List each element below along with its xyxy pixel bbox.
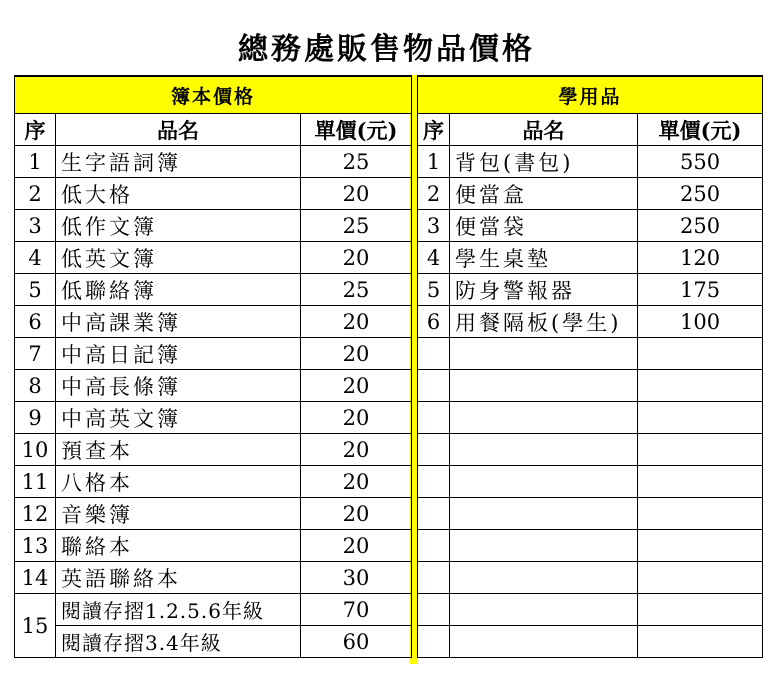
item-name: 低英文簿 bbox=[56, 242, 301, 274]
item-name: 閱讀存摺1.2.5.6年級 bbox=[56, 594, 301, 626]
page-title: 總務處販售物品價格 bbox=[238, 32, 535, 67]
item-price: 20 bbox=[301, 178, 412, 210]
item-price: 550 bbox=[638, 146, 763, 178]
item-price bbox=[638, 626, 763, 658]
item-name: 便當盒 bbox=[450, 178, 638, 210]
row-number: 5 bbox=[15, 274, 56, 306]
table-row bbox=[15, 274, 412, 306]
table-row bbox=[15, 498, 412, 530]
item-name: 防身警報器 bbox=[450, 274, 638, 306]
table-row bbox=[15, 242, 412, 274]
item-name bbox=[450, 594, 638, 626]
row-number bbox=[418, 466, 450, 498]
item-price: 25 bbox=[301, 146, 412, 178]
item-name: 閱讀存摺3.4年級 bbox=[56, 626, 301, 658]
row-number bbox=[418, 594, 450, 626]
table-row bbox=[418, 274, 763, 306]
row-number: 8 bbox=[15, 370, 56, 402]
table-row bbox=[15, 370, 412, 402]
item-price: 20 bbox=[301, 434, 412, 466]
row-number: 4 bbox=[418, 242, 450, 274]
item-price: 30 bbox=[301, 562, 412, 594]
item-price: 250 bbox=[638, 210, 763, 242]
table-row bbox=[418, 210, 763, 242]
item-price: 20 bbox=[301, 466, 412, 498]
item-name: 低聯絡簿 bbox=[56, 274, 301, 306]
item-price: 25 bbox=[301, 274, 412, 306]
table-row bbox=[418, 402, 763, 434]
item-price: 20 bbox=[301, 498, 412, 530]
row-number bbox=[418, 370, 450, 402]
item-name: 聯絡本 bbox=[56, 530, 301, 562]
row-number: 13 bbox=[15, 530, 56, 562]
table-row bbox=[15, 434, 412, 466]
row-number: 15 bbox=[15, 594, 56, 658]
col-header-name: 品名 bbox=[56, 114, 301, 146]
table-row bbox=[15, 338, 412, 370]
item-name: 音樂簿 bbox=[56, 498, 301, 530]
table-row bbox=[15, 178, 412, 210]
table-row bbox=[418, 370, 763, 402]
item-name bbox=[450, 498, 638, 530]
item-name bbox=[450, 562, 638, 594]
item-price: 20 bbox=[301, 530, 412, 562]
item-price bbox=[638, 498, 763, 530]
item-name: 低大格 bbox=[56, 178, 301, 210]
table-row bbox=[418, 498, 763, 530]
item-price: 20 bbox=[301, 370, 412, 402]
item-price: 25 bbox=[301, 210, 412, 242]
item-price bbox=[638, 434, 763, 466]
item-name: 中高英文簿 bbox=[56, 402, 301, 434]
item-name: 預查本 bbox=[56, 434, 301, 466]
table-row bbox=[418, 434, 763, 466]
item-name: 低作文簿 bbox=[56, 210, 301, 242]
item-price bbox=[638, 370, 763, 402]
school-supplies-table bbox=[417, 75, 763, 658]
item-name: 學生桌墊 bbox=[450, 242, 638, 274]
row-number: 1 bbox=[418, 146, 450, 178]
row-number: 3 bbox=[418, 210, 450, 242]
item-price: 250 bbox=[638, 178, 763, 210]
row-number: 3 bbox=[15, 210, 56, 242]
item-name bbox=[450, 626, 638, 658]
row-number: 6 bbox=[15, 306, 56, 338]
row-number: 6 bbox=[418, 306, 450, 338]
item-price: 120 bbox=[638, 242, 763, 274]
table-row bbox=[418, 338, 763, 370]
item-name: 英語聯絡本 bbox=[56, 562, 301, 594]
col-header-price: 單價(元) bbox=[301, 114, 412, 146]
item-name: 用餐隔板(學生) bbox=[450, 306, 638, 338]
row-number: 12 bbox=[15, 498, 56, 530]
item-price: 20 bbox=[301, 306, 412, 338]
table-row bbox=[15, 530, 412, 562]
col-header-no: 序 bbox=[418, 114, 450, 146]
item-price bbox=[638, 402, 763, 434]
item-price bbox=[638, 338, 763, 370]
item-name: 便當袋 bbox=[450, 210, 638, 242]
table-row bbox=[15, 402, 412, 434]
item-name: 中高日記簿 bbox=[56, 338, 301, 370]
row-number: 2 bbox=[15, 178, 56, 210]
item-price bbox=[638, 530, 763, 562]
table-row bbox=[418, 594, 763, 626]
item-price: 70 bbox=[301, 594, 412, 626]
row-number bbox=[418, 562, 450, 594]
col-header-price: 單價(元) bbox=[638, 114, 763, 146]
row-number: 7 bbox=[15, 338, 56, 370]
item-price bbox=[638, 562, 763, 594]
table-row bbox=[418, 178, 763, 210]
table-row bbox=[15, 210, 412, 242]
table-row bbox=[418, 146, 763, 178]
item-price: 20 bbox=[301, 402, 412, 434]
item-name bbox=[450, 370, 638, 402]
row-number bbox=[418, 498, 450, 530]
row-number: 10 bbox=[15, 434, 56, 466]
row-number bbox=[418, 402, 450, 434]
row-number: 4 bbox=[15, 242, 56, 274]
table-row bbox=[15, 306, 412, 338]
table-row bbox=[418, 562, 763, 594]
row-number: 14 bbox=[15, 562, 56, 594]
row-number bbox=[418, 626, 450, 658]
row-number bbox=[418, 338, 450, 370]
item-name bbox=[450, 338, 638, 370]
table-row bbox=[418, 530, 763, 562]
item-name bbox=[450, 434, 638, 466]
table-row bbox=[15, 146, 412, 178]
row-number: 2 bbox=[418, 178, 450, 210]
item-name: 中高長條簿 bbox=[56, 370, 301, 402]
table-row bbox=[418, 306, 763, 338]
item-price: 60 bbox=[301, 626, 412, 658]
table-row bbox=[418, 242, 763, 274]
notebook-section-header: 簿本價格 bbox=[15, 76, 412, 114]
table-row bbox=[15, 562, 412, 594]
table-row bbox=[15, 466, 412, 498]
item-name bbox=[450, 530, 638, 562]
item-price: 175 bbox=[638, 274, 763, 306]
item-price bbox=[638, 466, 763, 498]
notebook-price-table bbox=[14, 75, 412, 658]
row-number: 11 bbox=[15, 466, 56, 498]
row-number bbox=[418, 434, 450, 466]
col-header-name: 品名 bbox=[450, 114, 638, 146]
item-price: 20 bbox=[301, 242, 412, 274]
table-row bbox=[418, 466, 763, 498]
item-name bbox=[450, 402, 638, 434]
item-name: 中高課業簿 bbox=[56, 306, 301, 338]
item-name bbox=[450, 466, 638, 498]
supplies-section-header: 學用品 bbox=[418, 76, 763, 114]
row-number: 1 bbox=[15, 146, 56, 178]
row-number bbox=[418, 530, 450, 562]
row-number: 5 bbox=[418, 274, 450, 306]
item-price bbox=[638, 594, 763, 626]
item-name: 生字語詞簿 bbox=[56, 146, 301, 178]
col-header-no: 序 bbox=[15, 114, 56, 146]
item-price: 100 bbox=[638, 306, 763, 338]
item-name: 八格本 bbox=[56, 466, 301, 498]
row-number: 9 bbox=[15, 402, 56, 434]
table-row bbox=[418, 626, 763, 658]
item-name: 背包(書包) bbox=[450, 146, 638, 178]
item-price: 20 bbox=[301, 338, 412, 370]
